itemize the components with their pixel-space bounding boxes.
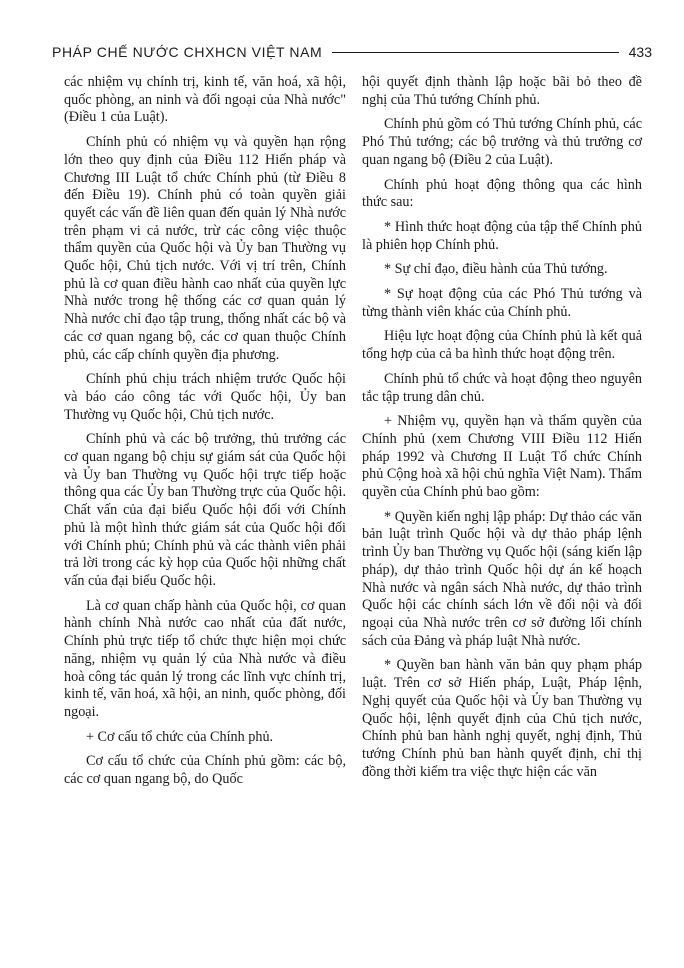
right-column — [362, 74, 642, 781]
paragraph: Chính phủ gồm có Thủ tướng Chính phủ, các Phó Thủ tướng; các bộ trưởng và thủ trưởng cơ quan ngang bộ (Điều 2 của Luật). — [362, 116, 642, 168]
paragraph: các nhiệm vụ chính trị, kinh tế, văn hoá, xã hội, quốc phòng, an ninh và đối ngoại của Nhà nước" (Điều 1 của Luật). — [64, 74, 346, 126]
running-header — [52, 40, 652, 64]
paragraph: Hiệu lực hoạt động của Chính phủ là kết quả tổng hợp của cả ba hình thức hoạt động trên. — [362, 328, 642, 363]
bullet-item: * Quyền kiến nghị lập pháp: Dự thảo các văn bản luật trình Quốc hội và dự thảo pháp lệnh trình Ủy ban Thường vụ Quốc hội (sáng kiến lập pháp), dự thảo trình Quốc hội dự án kế hoạch Nhà nước và ngân sách Nhà nước, dự thảo trình Quốc hội các chính sách lớn về đối nội và đối ngoại của Nhà nước trên cơ sở đường lối chính sách của Đảng và pháp luật Nhà nước. — [362, 508, 642, 649]
paragraph: Là cơ quan chấp hành của Quốc hội, cơ quan hành chính Nhà nước cao nhất của đất nước, Chính phủ trực tiếp tổ chức thực hiện mọi chức năng, nhiệm vụ quản lý của Nhà nước và điều hoà công tác quản lý trong các lĩnh vực chính trị, kinh tế, văn hoá, xã hội, an ninh, quốc phòng, đối ngoại. — [64, 597, 346, 720]
paragraph: hội quyết định thành lập hoặc bãi bỏ theo đề nghị của Thủ tướng Chính phủ. — [362, 74, 642, 108]
section-heading: + Nhiệm vụ, quyền hạn và thẩm quyền của Chính phủ (xem Chương VIII Điều 112 Hiến pháp 1992 và Chương II Luật Tổ chức Chính phủ Cộng hoà xã hội chủ nghĩa Việt Nam). Thẩm quyền của Chính phủ bao gồm: — [362, 413, 642, 501]
running-header-title: PHÁP CHẾ NƯỚC CHXHCN VIỆT NAM — [52, 44, 323, 60]
section-heading: + Cơ cấu tổ chức của Chính phủ. — [86, 728, 274, 745]
paragraph: Chính phủ chịu trách nhiệm trước Quốc hội và báo cáo công tác với Quốc hội, Ủy ban Thường vụ Quốc hội, Chủ tịch nước. — [64, 371, 346, 423]
paragraph: Chính phủ hoạt động thông qua các hình thức sau: — [362, 176, 642, 211]
bullet-item: * Sự hoạt động của các Phó Thủ tướng và từng thành viên khác của Chính phủ. — [362, 286, 642, 320]
paragraph: Chính phủ có nhiệm vụ và quyền hạn rộng lớn theo quy định của Điều 112 Hiến pháp và Chương III Luật tổ chức Chính phủ (từ Điều 8 đến Điều 19). Chính phủ có toàn quyền giải quyết các vấn đề liên quan đến quản lý Nhà nước trên phạm vi cả nước, trừ các công việc thuộc thẩm quyền của Quốc hội và Ủy ban Thường vụ Quốc hội, Chủ tịch nước. Với vị trí trên, Chính phủ là cơ quan điều hành cao nhất của quyền lực Nhà nước trong hệ thống các cơ quan quản lý Nhà nước chỉ đạo tập trung, thống nhất các bộ và các cơ quan ngang bộ, các cơ quan thuộc Chính phủ, các cấp chính quyền địa phương. — [64, 134, 346, 363]
bullet-item: * Quyền ban hành văn bản quy phạm pháp luật. Trên cơ sở Hiến pháp, Luật, Pháp lệnh, Nghị quyết của Quốc hội và Ủy ban Thường vụ Quốc hội, lệnh quyết định của Chủ tịch nước, Chính phủ ban hành nghị quyết, nghị định, Thủ tướng Chính phủ ban hành quyết định, chỉ thị đồng thời kiểm tra việc thực hiện các văn — [362, 657, 642, 780]
page-number: 433 — [628, 44, 652, 60]
header-rule — [332, 52, 618, 53]
paragraph: Cơ cấu tổ chức của Chính phủ gồm: các bộ, các cơ quan ngang bộ, do Quốc — [64, 753, 346, 788]
left-column — [64, 74, 346, 789]
paragraph: Chính phủ và các bộ trưởng, thủ trưởng các cơ quan ngang bộ chịu sự giám sát của Quốc hội và Ủy ban Thường vụ Quốc hội trực tiếp hoặc thông qua các Ủy ban Thường trực của Quốc hội. Chất vấn của đại biểu Quốc hội đối với Chính phủ là một hình thức giám sát của Quốc hội đối với Chính phủ; Chính phủ và các thành viên phải trả lời trong các kỳ họp của Quốc hội những chất vấn của đại biểu Quốc hội. — [64, 431, 346, 589]
paragraph: Chính phủ tổ chức và hoạt động theo nguyên tắc tập trung dân chủ. — [362, 370, 642, 405]
bullet-item: * Hình thức hoạt động của tập thể Chính phủ là phiên họp Chính phủ. — [362, 218, 642, 253]
bullet-item: * Sự chỉ đạo, điều hành của Thủ tướng. — [384, 261, 608, 278]
